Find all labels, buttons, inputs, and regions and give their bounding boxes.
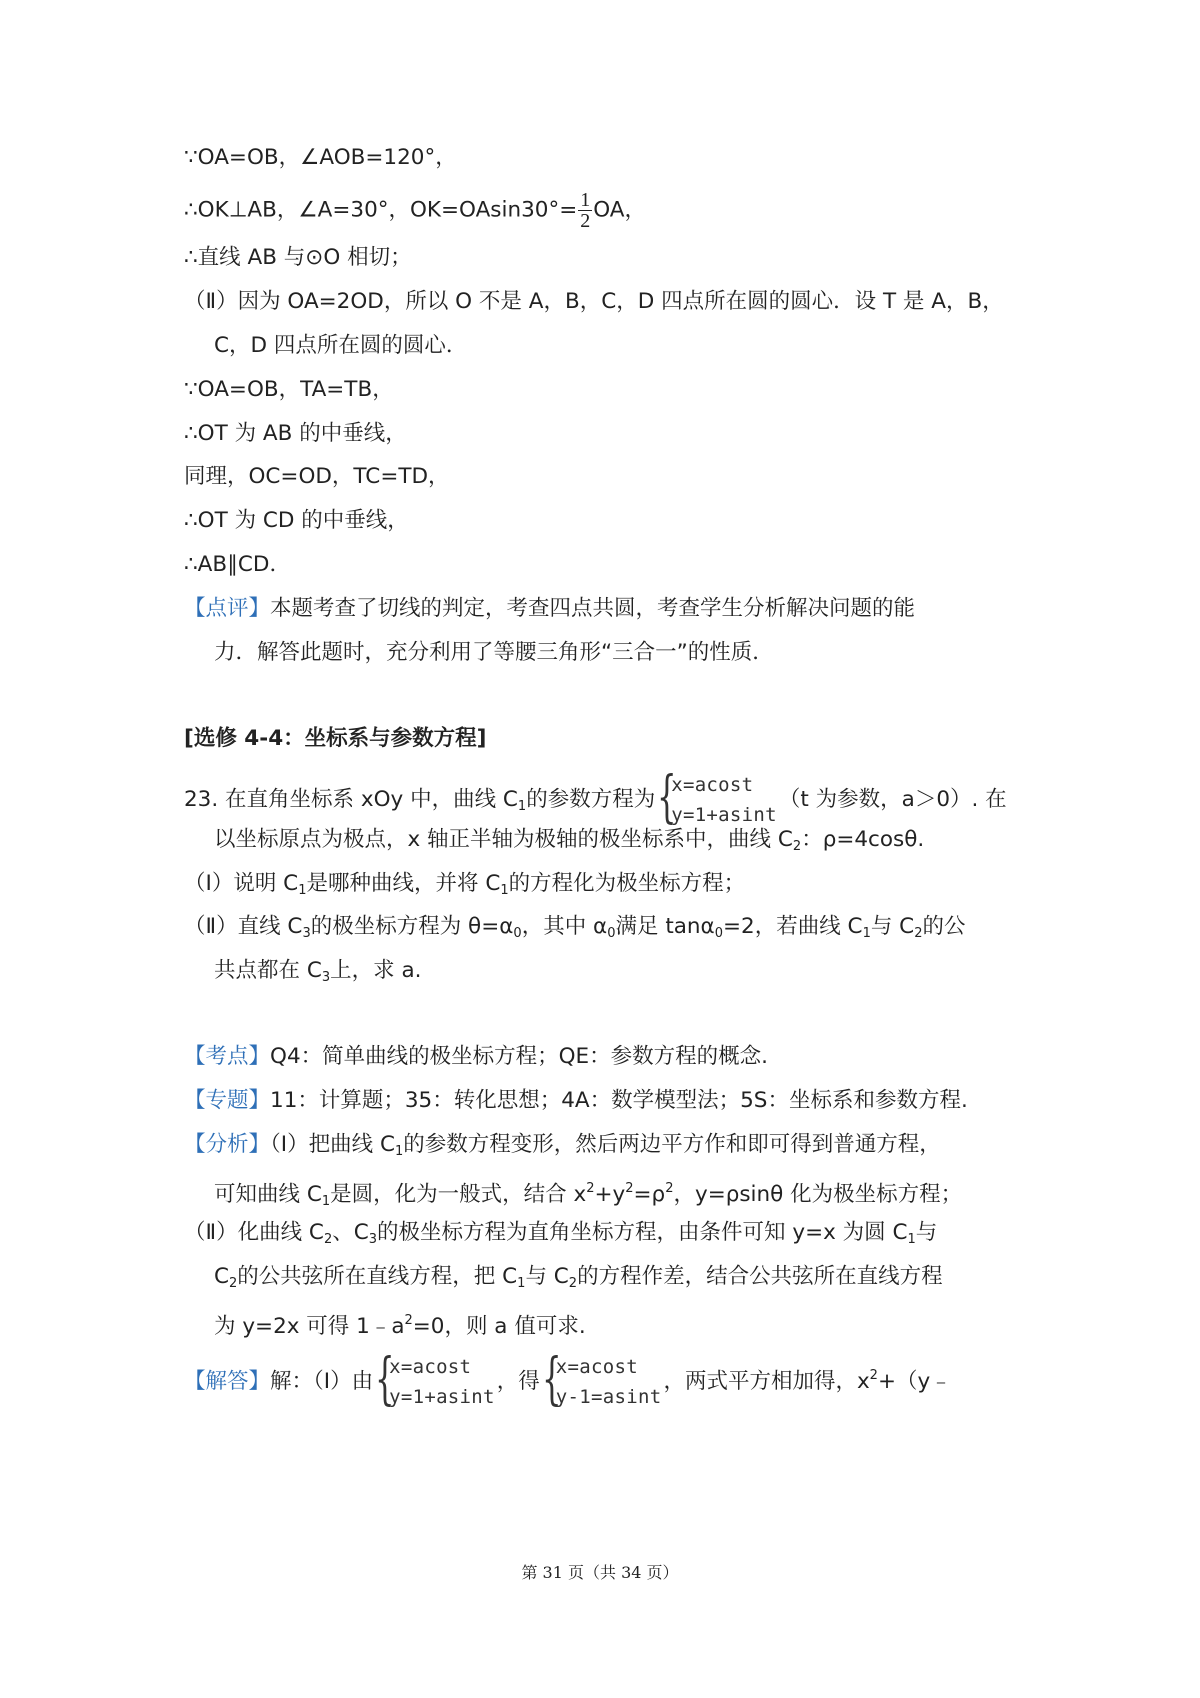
text: 23. 在直角坐标系 xOy 中，曲线 C [184,787,518,812]
text: ∴OT 为 AB 的中垂线， [184,421,407,446]
text: 的极坐标方程为直角坐标方程，由条件可知 y=x 为圆 C [377,1220,908,1245]
text: 的公共弦所在直线方程，把 C [237,1264,518,1289]
fraction-one-half [578,190,592,231]
superscript: 2 [869,1368,878,1383]
fenxi-tag: 【分析】 [184,1132,271,1157]
subscript: 1 [298,883,307,898]
equation: y-1=asint [555,1386,662,1408]
text: 本题考查了切线的判定，考查四点共圆，考查学生分析解决问题的能 [270,596,916,621]
proof-line-2 [184,190,646,231]
section-title [184,724,486,754]
proof-line-1 [184,143,457,173]
text: C [214,1264,230,1289]
page-number: 第 31 页（共 34 页） [521,1563,679,1582]
text: 的方程化为极坐标方程； [508,871,746,896]
text: 与 C [525,1264,569,1289]
problem-line-3 [184,869,745,906]
equation: x=acost [555,1356,638,1378]
fenxi-line-1 [184,1130,941,1167]
text: （Ⅱ）直线 C [184,914,303,939]
text: 同理，OC=OD，TC=TD， [184,464,450,489]
text: ，两式平方相加得，x [663,1369,870,1394]
proof-line-6 [184,375,394,405]
fenxi-line-4 [214,1262,943,1299]
page-footer [0,1560,1200,1583]
problem-line-4 [184,912,966,949]
text: （Ⅱ）化曲线 C [184,1220,324,1245]
subscript: 1 [394,1144,404,1159]
subscript: 2 [568,1276,578,1291]
text: 是圆，化为一般式，结合 x [330,1182,587,1207]
subscript: 0 [513,926,522,941]
text: （Ⅰ）说明 C [184,871,299,896]
proof-line-3 [184,243,412,273]
text: [选修 4-4：坐标系与参数方程] [184,726,487,751]
text: =2，若曲线 C [723,914,863,939]
subscript: 0 [607,926,616,941]
subscript: 2 [229,1276,238,1291]
superscript: 2 [586,1181,595,1196]
text: ：ρ=4cosθ. [801,827,925,852]
subscript: 0 [714,926,724,941]
text: 的极坐标方程为 θ=α [310,914,514,939]
text: ∴OT 为 CD 的中垂线， [184,508,409,533]
subscript: 1 [517,1276,526,1291]
proof-line-10 [184,550,291,580]
text: C，D 四点所在圆的圆心． [214,333,468,358]
text: Q4：简单曲线的极坐标方程；QE：参数方程的概念. [270,1044,768,1069]
subscript: 1 [907,1232,916,1247]
fenxi-line-5 [214,1306,586,1342]
problem-line-1 [184,765,1007,830]
subscript: 1 [321,1194,331,1209]
text: （Ⅱ）因为 OA=2OD，所以 O 不是 A，B，C，D 四点所在圆的圆心．设 T 是 A，B， [184,289,1004,314]
text: 满足 tanα [615,914,715,939]
text: 可知曲线 C [214,1182,322,1207]
proof-line-4 [184,287,1004,317]
text: 是哪种曲线，并将 C [306,871,501,896]
kaodian-line [184,1042,768,1072]
subscript: 1 [862,926,871,941]
fraction-denominator: 2 [580,210,591,232]
subscript: 2 [792,839,802,854]
comment-line-2 [214,638,774,668]
equation-system [657,765,777,830]
text: 以坐标原点为极点，x 轴正半轴为极轴的极坐标系中，曲线 C [214,827,793,852]
text: ，y=ρsinθ 化为极坐标方程； [673,1182,963,1207]
text: 上，求 a. [330,958,422,983]
subscript: 3 [321,970,331,985]
equation-system [541,1347,662,1412]
problem-line-5 [214,956,422,993]
text: ，其中 α [521,914,608,939]
proof-line-9 [184,506,409,536]
proof-line-8 [184,462,450,492]
equation: x=acost [389,1356,472,1378]
text: 力．解答此题时，充分利用了等腰三角形“三合一”的性质． [214,640,774,665]
text: ∵OA=OB，∠AOB=120°， [184,145,457,170]
proof-line-7 [184,419,407,449]
text: ∵OA=OB，TA=TB， [184,377,394,402]
text: =ρ [633,1182,666,1207]
equation: y=1+asint [389,1386,495,1408]
proof-line-5 [214,331,467,361]
text: =0，则 a 值可求. [412,1314,586,1339]
text: 与 C [870,914,915,939]
jieda-tag: 【解答】 [184,1369,271,1394]
subscript: 2 [323,1232,333,1247]
kaodian-tag: 【考点】 [184,1044,271,1069]
subscript: 2 [914,926,923,941]
superscript: 2 [665,1181,674,1196]
equation-system [375,1347,495,1412]
text: 的方程作差，结合公共弦所在直线方程 [577,1264,943,1289]
zhuanti-tag: 【专题】 [184,1088,271,1113]
brace-glyph: { [657,765,677,830]
text: 共点都在 C [214,958,322,983]
comment-line-1 [184,594,915,624]
text: 的参数方程变形，然后两边平方作和即可得到普通方程， [403,1132,941,1157]
text: OA， [593,197,646,223]
text: 的参数方程为 [526,787,656,812]
subscript: 1 [517,799,527,814]
text: （Ⅰ）把曲线 C [270,1132,395,1157]
jieda-line-1 [184,1347,952,1412]
problem-line-2 [214,825,924,862]
text: 的公 [922,914,966,939]
subscript: 3 [302,926,311,941]
text: 解：（Ⅰ）由 [270,1369,374,1394]
text: 、C [332,1220,369,1245]
subscript: 3 [368,1232,378,1247]
text: 为 y=2x 可得 1﹣a [214,1314,405,1339]
fraction-numerator: 1 [580,189,591,211]
text: ∴OK⊥AB，∠A=30°，OK=OAsin30°= [184,197,578,223]
text: （t 为参数，a＞0）. 在 [778,787,1007,812]
text: +y [594,1182,626,1207]
subscript: 1 [500,883,509,898]
text: +（y﹣ [877,1369,952,1394]
text: ，得 [496,1369,540,1394]
fenxi-line-3 [184,1218,937,1255]
text: ∴直线 AB 与⊙O 相切； [184,245,412,270]
brace-glyph: { [375,1347,395,1412]
equation: x=acost [671,774,754,796]
equation: y=1+asint [671,804,777,826]
zhuanti-line [184,1086,968,1116]
fenxi-line-2 [214,1174,962,1217]
text: 与 [915,1220,938,1245]
brace-glyph: { [541,1347,562,1412]
text: ∴AB∥CD． [184,552,291,577]
superscript: 2 [625,1181,634,1196]
superscript: 2 [404,1313,413,1328]
text: 11：计算题；35：转化思想；4A：数学模型法；5S：坐标系和参数方程. [270,1088,968,1113]
comment-tag: 【点评】 [184,596,271,621]
